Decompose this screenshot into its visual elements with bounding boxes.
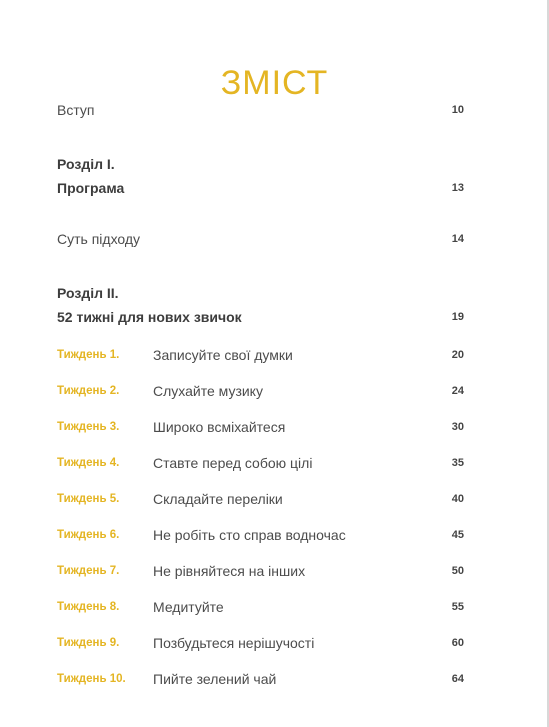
toc-entry-week[interactable] (57, 345, 464, 365)
page-number: 14 (451, 233, 464, 245)
week-title: Складайте переліки (153, 491, 283, 507)
week-title: Медитуйте (153, 599, 224, 615)
week-label: Тиждень 4. (57, 457, 120, 469)
week-title: Ставте перед собою цілі (153, 455, 313, 471)
section-number: Розділ ІІ. (57, 285, 119, 301)
section-1-heading (57, 154, 464, 174)
page-number: 55 (451, 601, 464, 613)
week-label: Тиждень 3. (57, 421, 120, 433)
entry-label: Суть підходу (57, 231, 141, 247)
week-label: Тиждень 6. (57, 529, 120, 541)
week-label: Тиждень 5. (57, 493, 120, 505)
week-label: Тиждень 10. (57, 673, 126, 685)
entry-label: Вступ (57, 102, 95, 118)
page-number: 10 (451, 104, 464, 116)
toc-entry-section-2[interactable] (57, 307, 464, 327)
page-number: 45 (451, 529, 464, 541)
toc-entry-section-1[interactable] (57, 178, 464, 198)
toc-entry-approach[interactable] (57, 229, 464, 249)
section-title: Програма (57, 180, 125, 196)
week-title: Слухайте музику (153, 383, 263, 399)
page-number: 35 (451, 457, 464, 469)
section-2-heading (57, 283, 464, 303)
toc-entry-week[interactable] (57, 633, 464, 653)
toc-entry-week[interactable] (57, 417, 464, 437)
week-title: Не рівняйтеся на інших (153, 563, 306, 579)
week-label: Тиждень 7. (57, 565, 120, 577)
toc-entry-week[interactable] (57, 453, 464, 473)
page-number: 60 (451, 637, 464, 649)
week-label: Тиждень 2. (57, 385, 120, 397)
toc-entry-week[interactable] (57, 669, 464, 689)
week-label: Тиждень 9. (57, 637, 120, 649)
page-number: 50 (451, 565, 464, 577)
page-number: 24 (451, 385, 464, 397)
page-number: 40 (451, 493, 464, 505)
toc-entry-week[interactable] (57, 381, 464, 401)
toc-entry-week[interactable] (57, 561, 464, 581)
week-label: Тиждень 1. (57, 349, 120, 361)
section-title: 52 тижні для нових звичок (57, 309, 242, 325)
page-number: 30 (451, 421, 464, 433)
toc-entry-week[interactable] (57, 489, 464, 509)
week-title: Не робіть сто справ водночас (153, 527, 346, 543)
page-number: 64 (451, 673, 464, 685)
page-number: 19 (451, 311, 464, 323)
toc-entry-week[interactable] (57, 525, 464, 545)
week-title: Позбудьтеся нерішучості (153, 635, 315, 651)
page-number: 13 (451, 182, 464, 194)
page-number: 20 (451, 349, 464, 361)
week-title: Записуйте свої думки (153, 347, 293, 363)
toc-entry-week[interactable] (57, 597, 464, 617)
week-title: Широко всміхайтеся (153, 419, 286, 435)
week-title: Пийте зелений чай (153, 671, 277, 687)
toc-entry-intro[interactable] (57, 100, 464, 120)
section-number: Розділ І. (57, 156, 115, 172)
toc-title: ЗМІСТ (220, 64, 329, 102)
week-label: Тиждень 8. (57, 601, 120, 613)
